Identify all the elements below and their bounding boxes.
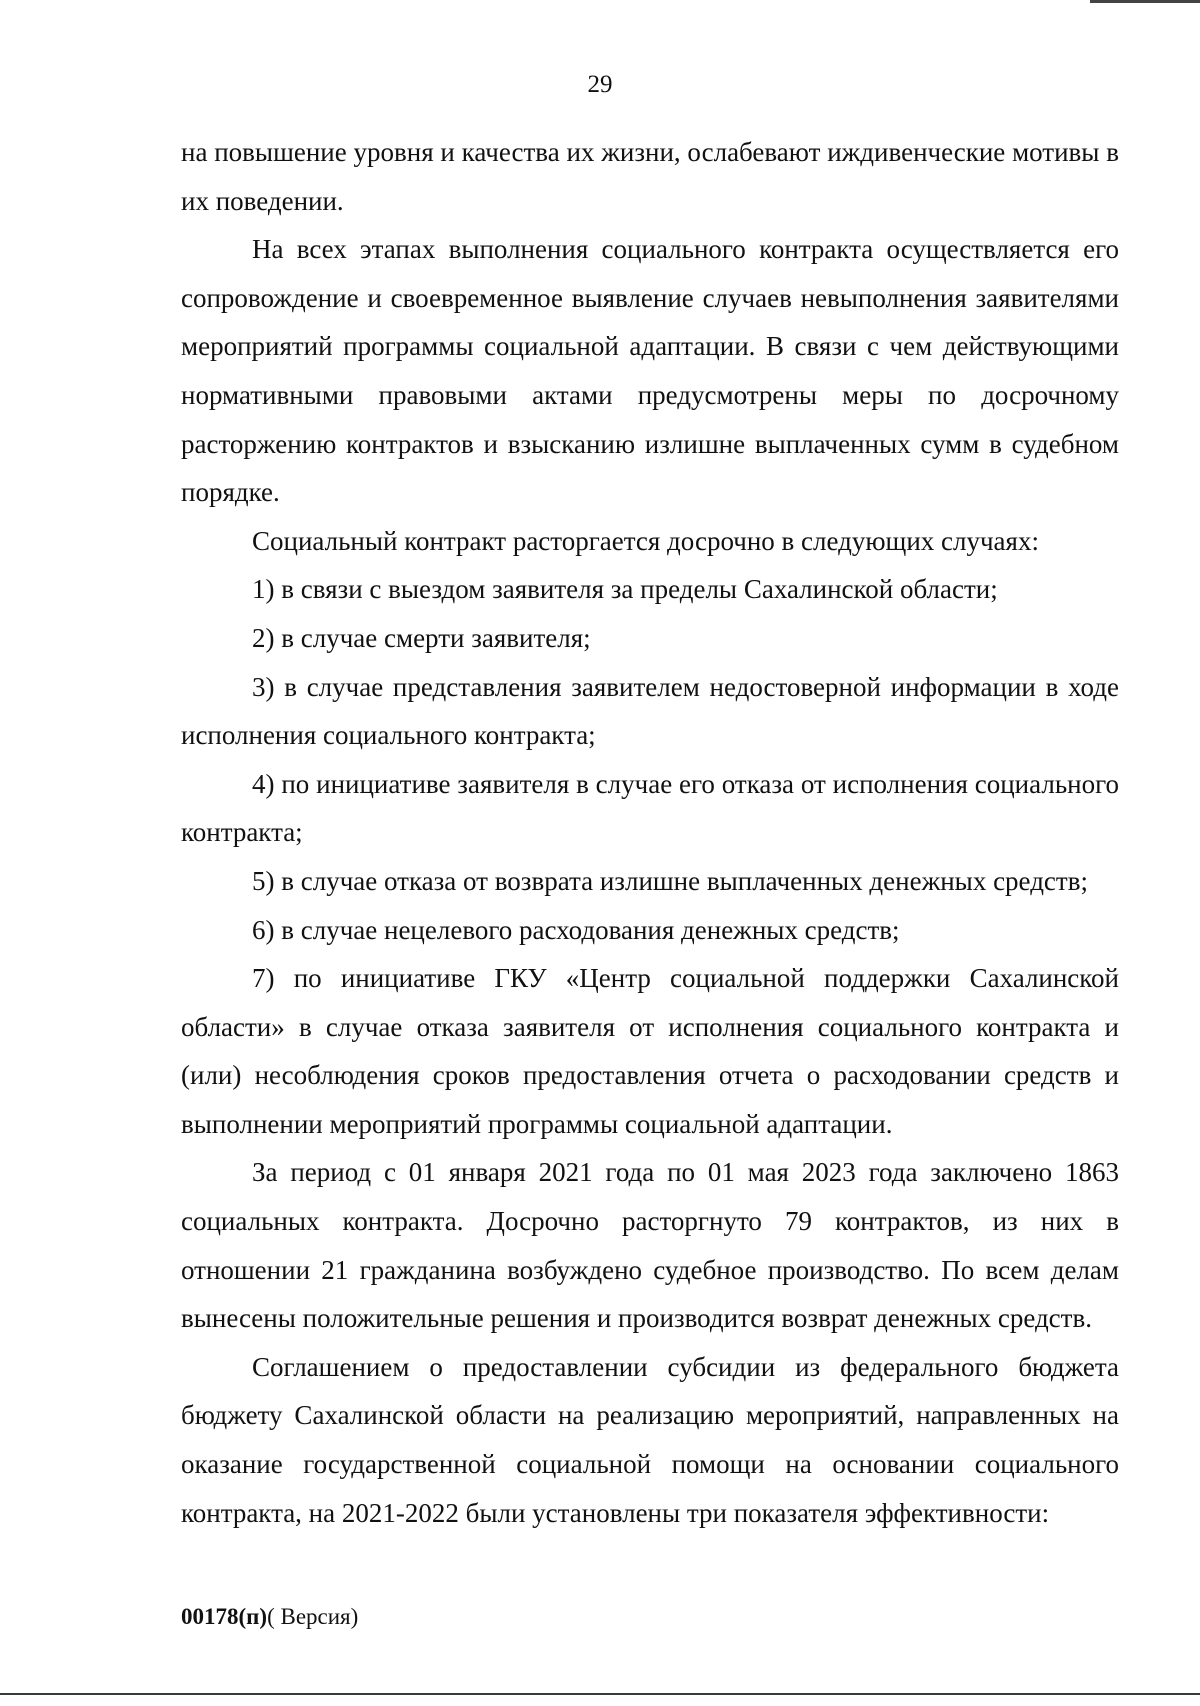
list-item-5: 5) в случае отказа от возврата излишне выплаченных денежных средств; [252,865,1088,896]
paragraph-statistics: За период с 01 января 2021 года по 01 мая 2023 года заключено 1863 социальных контракта. Досрочно расторгнуто 79 контрактов, из них в отношении 21 гражданина возбуждено судебное производство. По всем делам вынесены положительные решения и производится возврат денежных средств. [181,1157,1119,1334]
paragraph-2: На всех этапах выполнения социального контракта осуществляется его сопровождение и своевременное выявление случаев невыполнения заявителями мероприятий программы социальной адаптации. В связи с чем действующими нормативными правовыми актами предусмотрены меры по досрочному расторжению контрактов и взысканию излишне выплаченных сумм в судебном порядке. [181,234,1119,508]
document-code: 00178(п) [181,1604,268,1629]
footer [181,1603,358,1631]
paragraph-1: на повышение уровня и качества их жизни, ослабевают иждивенческие мотивы в их поведении. [181,137,1119,216]
paragraph-agreement: Соглашением о предоставлении субсидии из федерального бюджета бюджету Сахалинской области на реализацию мероприятий, направленных на оказание государственной социальной помощи на основании социального контракта, на 2021-2022 были установлены три показателя эффективности: [181,1351,1119,1528]
list-item-2: 2) в случае смерти заявителя; [252,622,591,653]
list-item-3: 3) в случае представления заявителем недостоверной информации в ходе исполнения социального контракта; [181,671,1119,751]
scan-bottom-line [0,1693,1200,1695]
page-number: 29 [587,71,613,98]
list-item-1: 1) в связи с выездом заявителя за пределы Сахалинской области; [252,574,998,605]
scan-edge-line [1090,0,1200,3]
list-item-4: 4) по инициативе заявителя в случае его отказа от исполнения социального контракта; [181,768,1119,848]
list-item-7: 7) по инициативе ГКУ «Центр социальной поддержки Сахалинской области» в случае отказа заявителя от исполнения социального контракта и (или) несоблюдения сроков предоставления отчета о расходовании средств и выполнении мероприятий программы социальной адаптации. [181,963,1119,1139]
document-body [181,128,1119,1537]
document-version: ( Версия) [267,1604,359,1629]
list-item-6: 6) в случае нецелевого расходования денежных средств; [252,914,900,945]
paragraph-3: Социальный контракт расторгается досрочно в следующих случаях: [252,525,1039,556]
